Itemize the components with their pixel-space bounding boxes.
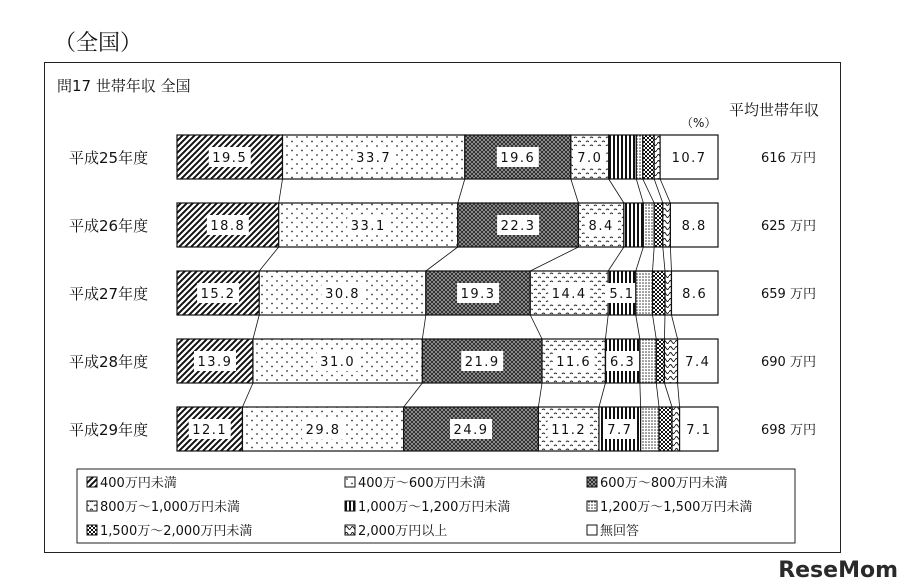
average-income-header: 平均世帯年収 (729, 101, 820, 119)
connector-line (636, 315, 640, 339)
legend-swatch (587, 501, 597, 511)
value-label: 6.3 (610, 355, 636, 370)
bar-segment (636, 271, 653, 315)
legend-label: 600万～800万円未満 (600, 476, 728, 491)
bar-segment (609, 135, 637, 179)
legend-swatch (87, 525, 97, 535)
value-label: 5.1 (609, 287, 635, 302)
connector-line (530, 247, 578, 271)
bar-segment (665, 271, 671, 315)
connector-line (663, 247, 665, 271)
legend-swatch (587, 477, 597, 487)
connector-line (538, 383, 542, 407)
connector-line (653, 315, 657, 339)
value-label: 11.2 (551, 423, 587, 438)
bar-segment (636, 135, 642, 179)
value-label: 8.4 (588, 219, 614, 234)
bar-segment (663, 203, 671, 247)
bar-segment (654, 203, 663, 247)
value-label: 29.8 (305, 423, 341, 438)
connector-line (599, 383, 605, 407)
bars-group (69, 135, 816, 451)
connector-line (670, 247, 671, 271)
value-label: 7.0 (577, 151, 603, 166)
connector-line (643, 179, 654, 203)
average-income-value: 690 万円 (761, 355, 816, 370)
legend-label: 400万～600万円未満 (358, 476, 486, 491)
legend-swatch (345, 477, 355, 487)
connector-line (422, 315, 425, 339)
average-income-value: 698 万円 (761, 423, 816, 438)
connector-line (259, 247, 278, 271)
value-label: 7.1 (686, 423, 712, 438)
bar-segment (656, 339, 664, 383)
legend-label: 1,500万～2,000万円未満 (100, 524, 253, 539)
connector-line (426, 247, 458, 271)
value-label: 8.8 (681, 219, 707, 234)
value-label: 15.2 (200, 287, 236, 302)
legend (77, 469, 795, 543)
legend-label: 1,200万～1,500万円未満 (600, 500, 753, 515)
value-label: 22.3 (500, 219, 536, 234)
connector-line (671, 315, 677, 339)
legend-swatch (87, 501, 97, 511)
value-label: 33.1 (350, 219, 386, 234)
connector-line (653, 247, 655, 271)
legend-label: 800万～1,000万円未満 (100, 500, 241, 515)
value-label: 7.7 (607, 423, 633, 438)
bar-segment (659, 407, 672, 451)
bar-segment (654, 135, 660, 179)
connector-line (636, 179, 643, 203)
chart-title: 問17 世帯年収 全国 (57, 77, 191, 95)
bar-segment (653, 271, 665, 315)
bar-segment (672, 407, 680, 451)
category-label: 平成25年度 (69, 149, 149, 167)
stacked-bar-chart (45, 63, 842, 554)
connector-line (656, 383, 659, 407)
category-label: 平成28年度 (69, 353, 149, 371)
legend-swatch (345, 501, 355, 511)
category-label: 平成29年度 (69, 421, 149, 439)
bar-segment (643, 135, 654, 179)
legend-label: 1,000万～1,200万円未満 (358, 500, 511, 515)
category-label: 平成27年度 (69, 285, 149, 303)
connector-line (636, 247, 644, 271)
value-label: 13.9 (197, 355, 233, 370)
bar-segment (640, 339, 656, 383)
chart-frame (44, 62, 841, 553)
legend-label: 無回答 (600, 524, 640, 539)
legend-label: 400万円未満 (100, 476, 177, 491)
connector-line (608, 247, 624, 271)
unit-label: （%） (681, 116, 717, 130)
bar-segment (641, 407, 659, 451)
connector-line (279, 179, 283, 203)
connector-line (664, 315, 665, 339)
value-label: 8.6 (682, 287, 708, 302)
connector-line (242, 383, 252, 407)
connector-line (664, 383, 672, 407)
bar-segment (664, 339, 677, 383)
connector-line (253, 315, 259, 339)
connector-line (609, 179, 624, 203)
value-label: 12.1 (192, 423, 228, 438)
value-label: 19.6 (500, 151, 536, 166)
value-label: 10.7 (671, 151, 707, 166)
page-heading: （全国） (54, 31, 143, 56)
value-label: 31.0 (320, 355, 356, 370)
legend-swatch (345, 525, 355, 535)
average-income-value: 659 万円 (761, 287, 816, 302)
value-label: 19.3 (460, 287, 496, 302)
value-label: 11.6 (556, 355, 592, 370)
connector-line (678, 383, 680, 407)
value-label: 18.8 (210, 219, 246, 234)
average-income-value: 625 万円 (761, 219, 816, 234)
bar-segment (624, 203, 643, 247)
connector-line (458, 179, 465, 203)
connector-line (605, 315, 608, 339)
watermark-logo: ReseMom (778, 558, 898, 583)
legend-label: 2,000万円以上 (358, 524, 448, 539)
value-label: 33.7 (356, 151, 392, 166)
connector-line (640, 383, 641, 407)
value-label: 21.9 (464, 355, 500, 370)
connector-line (530, 315, 542, 339)
average-income-value: 616 万円 (761, 151, 816, 166)
value-label: 19.5 (212, 151, 248, 166)
connector-line (571, 179, 579, 203)
connector-line (404, 383, 423, 407)
value-label: 24.9 (453, 423, 489, 438)
category-label: 平成26年度 (69, 217, 149, 235)
value-label: 14.4 (551, 287, 587, 302)
value-label: 7.4 (685, 355, 711, 370)
bar-segment (643, 203, 654, 247)
legend-swatch (87, 477, 97, 487)
legend-swatch (587, 525, 597, 535)
value-label: 30.8 (325, 287, 361, 302)
